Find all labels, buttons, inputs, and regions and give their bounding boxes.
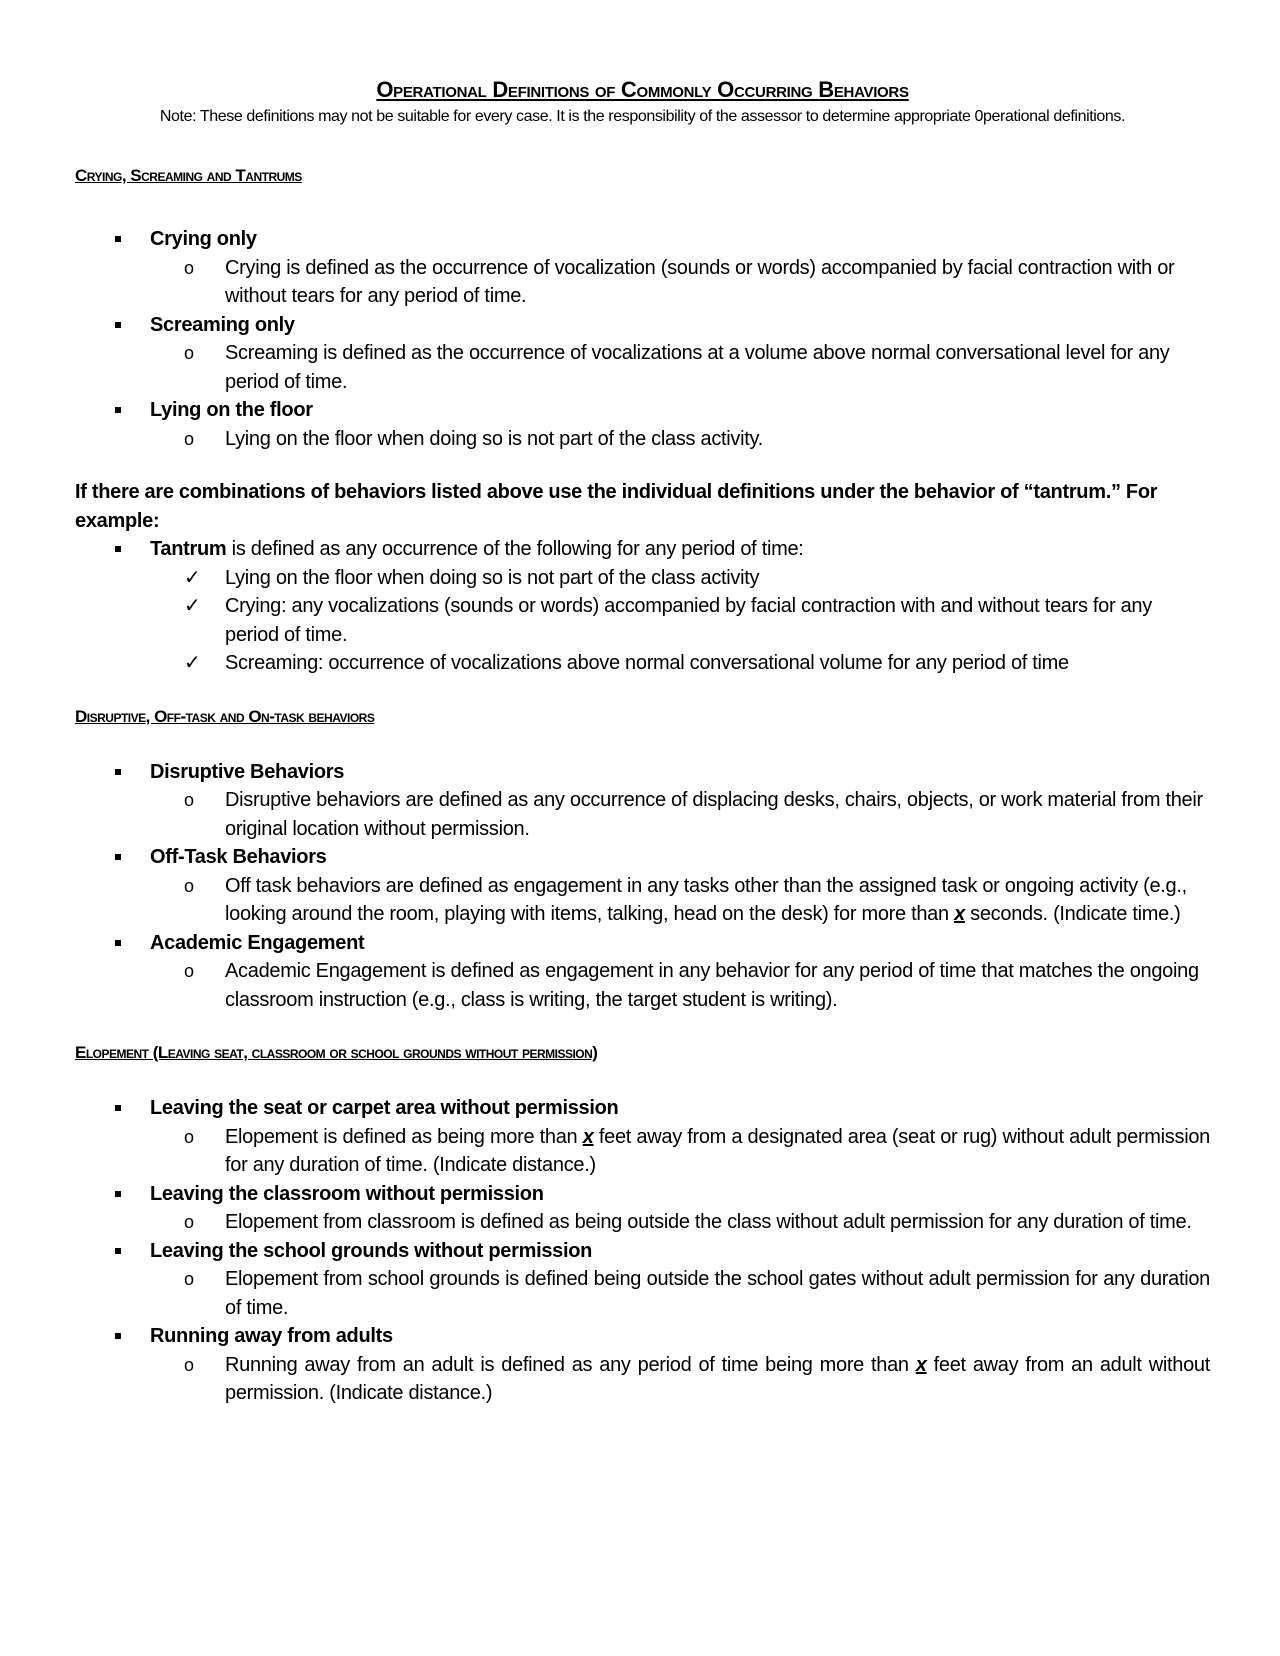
tantrum-list xyxy=(75,535,1210,678)
square-bullet-icon xyxy=(115,1333,121,1339)
definition-item xyxy=(150,1265,1210,1322)
definition-text: Screaming is defined as the occurrence of vocalizations at a volume above normal conversational level for any period of time. xyxy=(225,342,1170,393)
check-item xyxy=(150,592,1210,649)
definition-item xyxy=(150,872,1210,929)
checkmark-icon: ✓ xyxy=(184,595,201,617)
circle-bullet-icon: o xyxy=(184,961,194,981)
section3-list xyxy=(75,1094,1210,1408)
definition-item xyxy=(150,1351,1210,1408)
section2-list xyxy=(75,758,1210,1015)
check-text: Screaming: occurrence of vocalizations above normal conversational volume for any period of time xyxy=(225,652,1069,674)
behavior-label: Leaving the seat or carpet area without permission xyxy=(150,1097,619,1119)
square-bullet-icon xyxy=(115,236,121,242)
document-note: Note: These definitions may not be suitable for every case. It is the responsibility of the assessor to determine appropriate 0perational definitions. xyxy=(159,108,1126,125)
definition-text: Elopement from school grounds is defined being outside the school gates without adult permission for any duration of time. xyxy=(225,1268,1210,1319)
behavior-label: Running away from adults xyxy=(150,1325,393,1347)
square-bullet-icon xyxy=(115,940,121,946)
definition-item xyxy=(150,1123,1210,1180)
check-item xyxy=(150,564,1210,593)
circle-bullet-icon: o xyxy=(184,257,194,278)
circle-bullet-icon: o xyxy=(184,1269,194,1289)
definition-item xyxy=(150,1208,1210,1237)
variable-x: x xyxy=(915,1353,927,1376)
definition-item xyxy=(150,254,1210,311)
list-item xyxy=(75,1094,1210,1180)
definition-item xyxy=(150,339,1210,396)
definition-text-start: Running away from an adult is defined as any period of time being more than xyxy=(225,1353,916,1376)
definition-text: Disruptive behaviors are defined as any occurrence of displacing desks, chairs, objects, or work material from their original location without permission. xyxy=(225,789,1203,840)
section-heading-elopement: Elopement (Leaving seat, classroom or school grounds without permission) xyxy=(75,1043,598,1062)
behavior-label: Screaming only xyxy=(150,313,295,336)
tantrum-text: is defined as any occurrence of the following for any period of time: xyxy=(226,538,804,560)
circle-bullet-icon: o xyxy=(184,343,194,363)
definition-text: Crying is defined as the occurrence of vocalization (sounds or words) accompanied by facial contraction with or without tears for any period of time. xyxy=(225,256,1175,307)
definition-text-start: Elopement is defined as being more than xyxy=(225,1125,583,1148)
behavior-label: Crying only xyxy=(150,228,257,250)
check-text: Crying: any vocalizations (sounds or words) accompanied by facial contraction with and without tears for any period of time. xyxy=(225,595,1152,646)
variable-x: x xyxy=(954,903,965,925)
check-text: Lying on the floor when doing so is not part of the class activity xyxy=(225,566,760,589)
section1-list xyxy=(75,225,1210,453)
definition-item xyxy=(150,957,1210,1014)
behavior-label: Off-Task Behaviors xyxy=(150,846,327,868)
behavior-label: Leaving the school grounds without permission xyxy=(150,1239,593,1262)
list-item xyxy=(75,396,1210,453)
square-bullet-icon xyxy=(115,769,121,775)
variable-x: x xyxy=(582,1125,594,1148)
circle-bullet-icon: o xyxy=(184,875,194,896)
list-item xyxy=(75,843,1210,929)
definition-text-end: feet away from a designated area (seat or rug) without adult permission for any duration of time. (Indicate distance.) xyxy=(225,1125,1210,1176)
list-item xyxy=(75,311,1210,397)
definition-text-end: feet away from an adult without permission. (Indicate distance.) xyxy=(225,1353,1210,1404)
list-item xyxy=(75,929,1210,1015)
circle-bullet-icon: o xyxy=(184,1126,194,1147)
square-bullet-icon xyxy=(115,1248,121,1254)
tantrum-label: Tantrum xyxy=(150,538,227,560)
circle-bullet-icon: o xyxy=(184,1212,194,1232)
definition-text: Lying on the floor when doing so is not part of the class activity. xyxy=(225,427,763,450)
circle-bullet-icon: o xyxy=(184,428,194,449)
definition-text: Academic Engagement is defined as engagement in any behavior for any period of time that matches the ongoing classroom instruction (e.g., class is writing, the target student is writing). xyxy=(225,960,1199,1011)
list-item xyxy=(75,1237,1210,1323)
section-heading-crying: Crying, Screaming and Tantrums xyxy=(75,166,302,185)
definition-item xyxy=(150,786,1210,843)
square-bullet-icon xyxy=(115,546,121,552)
square-bullet-icon xyxy=(115,407,121,413)
list-item xyxy=(75,535,1210,678)
checkmark-icon: ✓ xyxy=(184,652,201,674)
list-item xyxy=(75,225,1210,311)
section-heading-disruptive: Disruptive, Off-task and On-task behaviors xyxy=(75,706,375,726)
list-item xyxy=(75,1180,1210,1237)
tantrum-definition xyxy=(150,535,1210,564)
behavior-label: Academic Engagement xyxy=(150,931,365,954)
behavior-label: Lying on the floor xyxy=(150,399,313,421)
checkmark-icon: ✓ xyxy=(184,566,201,589)
square-bullet-icon xyxy=(115,1105,121,1111)
document-title: Operational Definitions of Commonly Occurring Behaviors xyxy=(376,77,909,102)
square-bullet-icon xyxy=(115,1191,121,1197)
combination-note: If there are combinations of behaviors listed above use the individual definitions under the behavior of “tantrum.” For example: xyxy=(75,481,1158,532)
behavior-label: Disruptive Behaviors xyxy=(150,760,345,783)
circle-bullet-icon: o xyxy=(184,1354,194,1375)
circle-bullet-icon: o xyxy=(184,790,194,810)
list-item xyxy=(75,758,1210,844)
behavior-label: Leaving the classroom without permission xyxy=(150,1182,544,1205)
definition-text: Elopement from classroom is defined as being outside the class without adult permission for any duration of time. xyxy=(225,1211,1192,1233)
definition-text-end: seconds. (Indicate time.) xyxy=(964,903,1181,925)
check-item xyxy=(150,649,1210,678)
definition-item xyxy=(150,425,1210,454)
square-bullet-icon xyxy=(115,322,121,328)
definition-text-start: Off task behaviors are defined as engagement in any tasks other than the assigned task or ongoing activity (e.g., looking around the room, playing with items, talking, head on the desk) for more than xyxy=(225,874,1187,925)
square-bullet-icon xyxy=(115,854,121,860)
list-item xyxy=(75,1322,1210,1408)
